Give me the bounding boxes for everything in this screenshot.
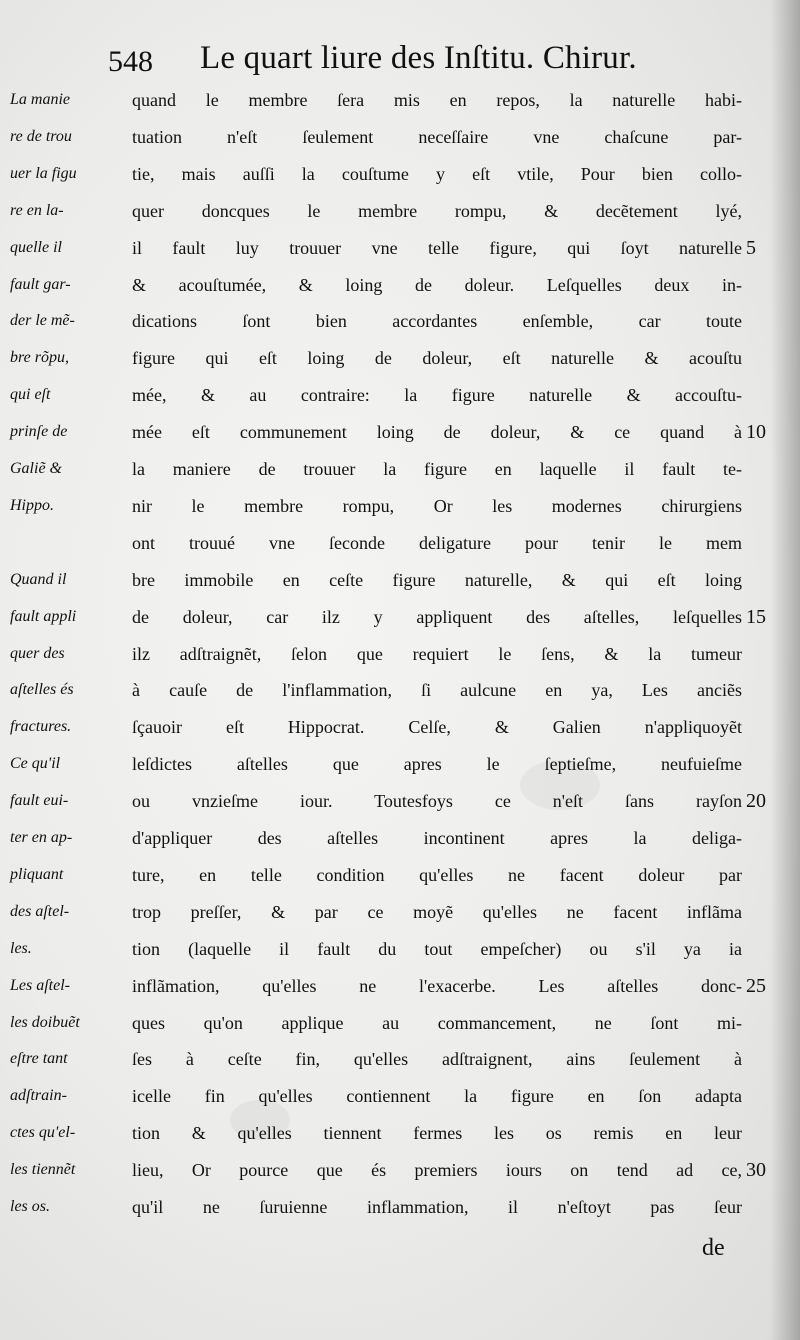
margin-note-line: Quand il <box>10 570 67 588</box>
margin-note-line: quer des <box>10 644 65 662</box>
margin-note-line: Les aſtel- <box>10 976 70 994</box>
margin-note-line: les tiennẽt <box>10 1161 76 1179</box>
body-text-line: ture, en telle condition qu'elles ne facent doleur par <box>132 864 742 885</box>
line-number: 25 <box>746 974 766 997</box>
body-text-line: inflãmation, qu'elles ne l'exacerbe. Les aſtelles donc- <box>132 975 742 996</box>
body-text-line: bre immobile en ceſte figure naturelle, & qui eſt loing <box>132 569 742 590</box>
margin-note-line: fault gar- <box>10 275 71 293</box>
margin-note-line: des aſtel- <box>10 902 70 920</box>
body-text-line: tie, mais auſſi la couſtume y eſt vtile, Pour bien collo- <box>132 163 742 184</box>
body-text-line: qu'il ne ſuruienne inflammation, il n'eſtoyt pas ſeur <box>132 1197 742 1217</box>
body-text-line: ques qu'on applique au commancement, ne ſont mi- <box>132 1012 742 1033</box>
margin-note-line: uer la figu <box>10 164 77 182</box>
margin-note-line: prinſe de <box>10 423 68 441</box>
body-text-line: dications ſont bien accordantes enſemble, car toute <box>132 311 742 332</box>
margin-note-line: les os. <box>10 1198 50 1215</box>
margin-note-line: bre rõpu, <box>10 349 69 367</box>
margin-note-line: qui eſt <box>10 386 51 404</box>
margin-note-line: fractures. <box>10 718 72 736</box>
body-text-line: tion (laquelle il fault du tout empeſcher) ou s'il ya ia <box>132 938 742 959</box>
body-text-line: nir le membre rompu, Or les modernes chirurgiens <box>132 495 742 516</box>
body-text-line: la maniere de trouuer la figure en laquelle il fault te- <box>132 459 742 479</box>
body-text-line: de doleur, car ilz y appliquent des aſtelles, leſquelles <box>132 606 742 627</box>
line-number: 20 <box>746 790 766 813</box>
body-text-line: ilz adſtraignẽt, ſelon que requiert le ſens, & la tumeur <box>132 643 742 664</box>
margin-note-line: fault eui- <box>10 792 69 810</box>
line-number: 15 <box>746 605 766 628</box>
page-number: 548 <box>108 45 153 78</box>
body-text-line: figure qui eſt loing de doleur, eſt naturelle & acouſtu <box>132 348 742 369</box>
line-number: 5 <box>746 236 756 259</box>
body-text-line: ont trouué vne ſeconde deligature pour tenir le mem <box>132 532 742 553</box>
body-text-line: lieu, Or pource que és premiers iours on tend ad ce, <box>132 1160 742 1181</box>
body-text-line: tuation n'eſt ſeulement neceſſaire vne chaſcune par- <box>132 126 742 147</box>
body-text-line: mée eſt communement loing de doleur, & ce quand à <box>132 422 742 443</box>
margin-note-line: der le mẽ- <box>10 312 75 330</box>
margin-note-line: les doibuẽt <box>10 1013 80 1031</box>
body-text-line: icelle fin qu'elles contiennent la figure en ſon adapta <box>132 1086 742 1107</box>
margin-note-line: Ce qu'il <box>10 755 61 773</box>
margin-note-line: Hippo. <box>10 496 54 514</box>
margin-note-line: quelle il <box>10 238 62 256</box>
margin-note-line: Galiẽ & <box>10 460 62 477</box>
margin-note-line: aſtelles és <box>10 681 74 699</box>
margin-note-line: pliquant <box>10 865 64 883</box>
margin-note-line: La manie <box>10 91 70 108</box>
body-text-line: & acouſtumée, & loing de doleur. Leſquelles deux in- <box>132 274 742 295</box>
body-text-line: trop preſſer, & par ce moyẽ qu'elles ne facent inflãma <box>132 901 742 922</box>
catchword: de <box>702 1235 725 1261</box>
page-header <box>0 32 800 82</box>
margin-note-line: adſtrain- <box>10 1087 67 1105</box>
margin-note-line: re en la- <box>10 201 64 219</box>
margin-note-line: ctes qu'el- <box>10 1124 76 1142</box>
margin-note-line: ter en ap- <box>10 829 73 846</box>
margin-note-line: eſtre tant <box>10 1050 68 1068</box>
line-number: 10 <box>746 421 766 444</box>
margin-note-line: les. <box>10 939 32 957</box>
running-title: Le quart liure des Inſtitu. Chirur. <box>200 40 637 76</box>
margin-note-line: fault appli <box>10 607 77 625</box>
line-number: 30 <box>746 1159 766 1182</box>
body-text-line: quer doncques le membre rompu, & decẽtement lyé, <box>132 200 742 221</box>
margin-note-line: re de trou <box>10 127 72 145</box>
body-text-line: à cauſe de l'inflammation, ſi aulcune en ya, Les anciẽs <box>132 680 742 701</box>
body-text-line: ſçauoir eſt Hippocrat. Celſe, & Galien n'appliquoyẽt <box>132 717 742 738</box>
body-text-line: tion & qu'elles tiennent fermes les os remis en leur <box>132 1123 742 1144</box>
body-text-line: d'appliquer des aſtelles incontinent apres la deliga- <box>132 828 742 848</box>
body-text-line: ſes à ceſte fin, qu'elles adſtraignent, ains ſeulement à <box>132 1049 742 1070</box>
body-text-line: quand le membre ſera mis en repos, la naturelle habi- <box>132 90 742 110</box>
body-text-line: mée, & au contraire: la figure naturelle & accouſtu- <box>132 385 742 406</box>
body-text-line: leſdictes aſtelles que apres le ſeptieſme, neufuieſme <box>132 754 742 775</box>
body-text-line: il fault luy trouuer vne telle figure, qui ſoyt naturelle <box>132 237 742 258</box>
body-text-line: ou vnzieſme iour. Toutesfoys ce n'eſt ſans rayſon <box>132 791 742 812</box>
